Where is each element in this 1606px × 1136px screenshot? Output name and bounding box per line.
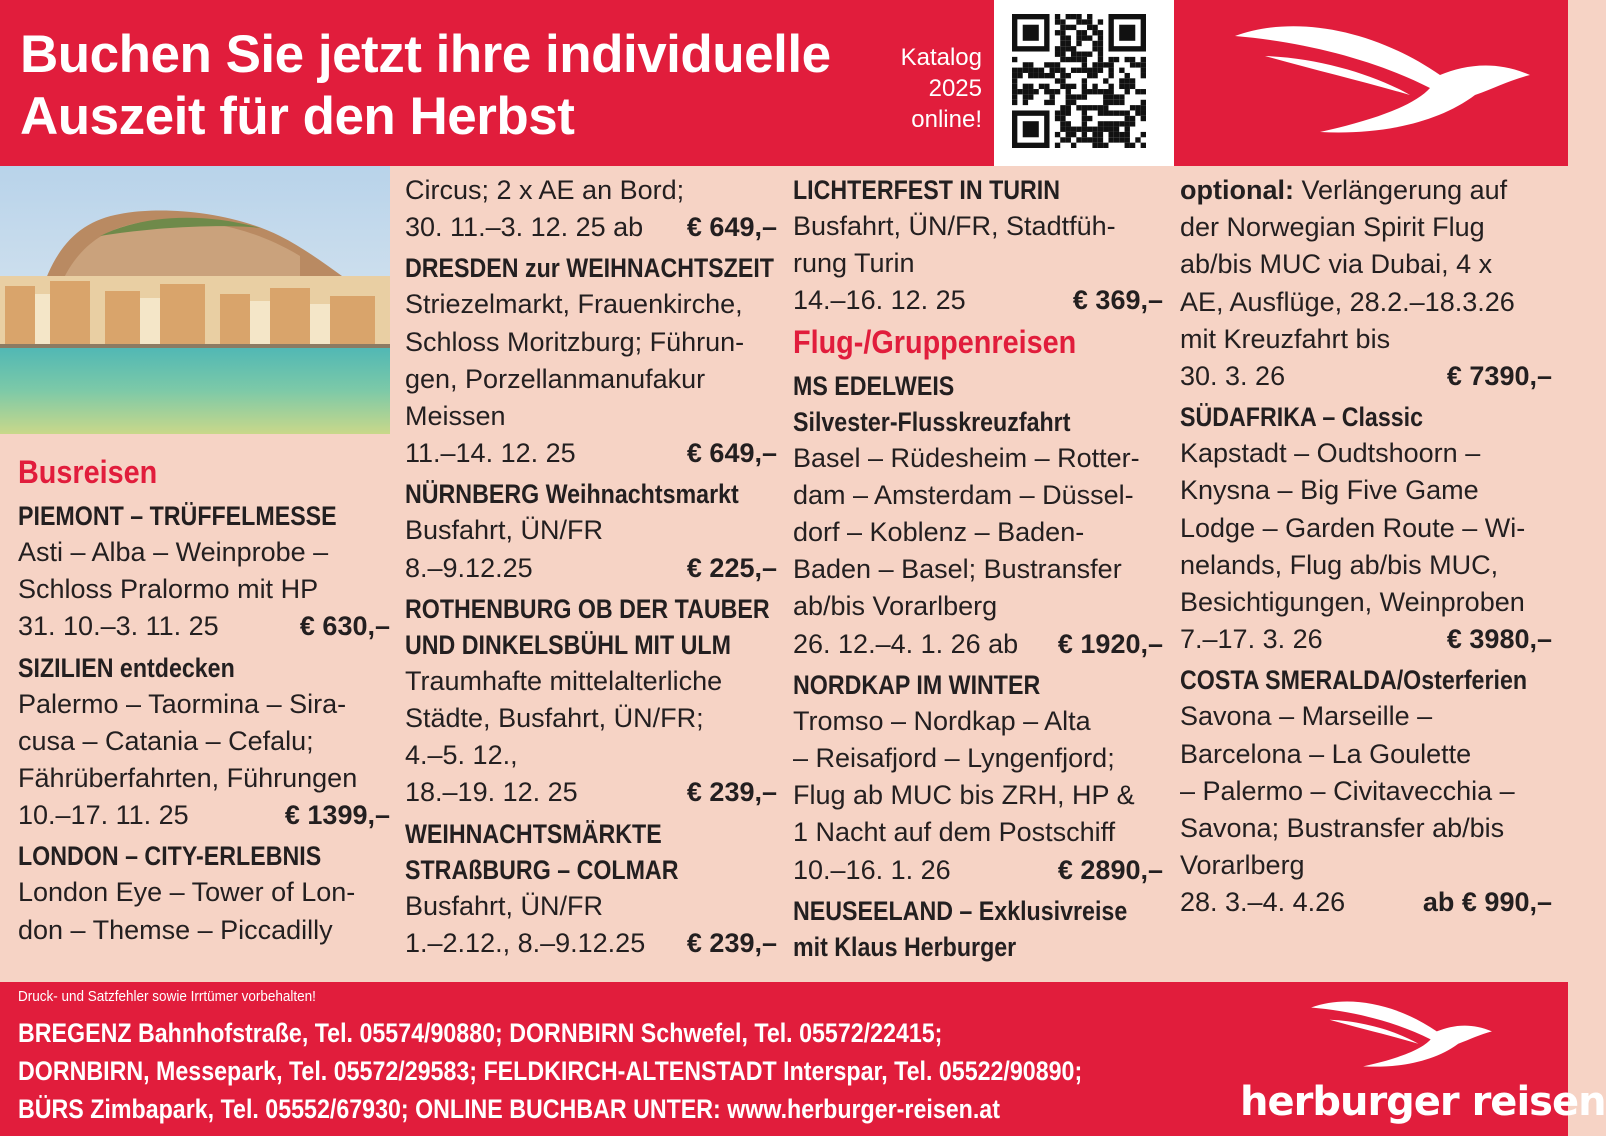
bird-logo-icon [1305, 992, 1495, 1077]
offer-title-main: NÜRNBERG [405, 479, 540, 510]
offer-lead-label: optional: [1180, 175, 1294, 205]
offer-price-row [405, 550, 777, 587]
offer-description: Asti – Alba – Weinprobe – Schloss Pralormo mit HP [18, 537, 329, 605]
offer-title-rest: zur WEIHNACHTSZEIT [518, 253, 774, 284]
offer-price-row [793, 282, 1163, 319]
offer-title-main: DRESDEN [405, 253, 519, 284]
offer-price-row [1180, 621, 1552, 658]
offer-title-main: SIZILIEN [18, 652, 114, 683]
branch-addresses [18, 1014, 1083, 1128]
disclaimer: Druck- und Satzfehler sowie Irrtümer vorbehalten! [18, 988, 316, 1005]
offer-title [405, 591, 770, 663]
offer-date: 10.–16. 1. 26 [793, 854, 951, 885]
offer-date: 28. 3.–4. 4.26 [1180, 887, 1346, 918]
offer-date: 14.–16. 12. 25 [793, 285, 966, 316]
brand-wordmark: herburger reisen [1240, 1079, 1606, 1125]
column-long-haul-trips [1180, 172, 1552, 922]
offer-title-line: mit Klaus Herburger [793, 931, 1017, 962]
address-line[interactable]: BÜRS Zimbapark, Tel. 05552/67930; ONLINE BUCHBAR UNTER: www.herburger-reisen.at [18, 1094, 1000, 1124]
offer-title-line: STRAßBURG – COLMAR [405, 854, 679, 885]
offer-title-line: WEIHNACHTSMÄRKTE [405, 818, 662, 849]
footer-banner [0, 982, 1606, 1136]
offer-date: 10.–17. 11. 25 [18, 800, 189, 831]
offer-date: 18.–19. 12. 25 [405, 777, 578, 808]
offer-title: NORDKAP IM WINTER [793, 669, 1041, 700]
headline-line-2: Auszeit für den Herbst [20, 87, 575, 146]
offer-price: € 239,– [686, 927, 777, 958]
offer-lead [1180, 172, 1552, 209]
qr-code[interactable] [994, 0, 1174, 166]
column-christmas-trips [405, 172, 777, 962]
offer-price: € 3980,– [1446, 624, 1552, 655]
offer-title-rest: Weihnachtsmarkt [539, 479, 739, 510]
offer-price-row [18, 797, 390, 834]
offer-date: 7.–17. 3. 26 [1180, 624, 1323, 655]
offer-price-row [405, 925, 777, 962]
offer-title: PIEMONT – TRÜFFELMESSE [18, 501, 337, 531]
offer-price-row [405, 435, 777, 472]
offer-price: € 2890,– [1057, 854, 1163, 885]
section-title-flug-gruppenreisen: Flug-/Gruppenreisen [793, 323, 1077, 360]
address-line: BREGENZ Bahnhofstraße, Tel. 05574/90880; DORNBIRN Schwefel, Tel. 05572/22415; [18, 1018, 943, 1048]
offer-price-row [793, 626, 1163, 663]
offer-price: € 630,– [299, 611, 390, 642]
offer-description: Tromso – Nordkap – Alta – Reisafjord – Lyngenfjord; Flug ab MUC bis ZRH, HP & 1 Nacht auf dem Postschiff [793, 705, 1135, 848]
offer-title-line: Silvester-Flusskreuzfahrt [793, 406, 1071, 437]
offer-description: der Norwegian Spirit Flug ab/bis MUC via Dubai, 4 x AE, Ausflüge, 28.2.–18.3.26 mit Kreuzfahrt bis [1180, 212, 1515, 354]
offer-title-rest: entdecken [113, 652, 235, 683]
offer-price-row [405, 774, 777, 811]
offer-date: 31. 10.–3. 11. 25 [18, 611, 219, 642]
offer-price-row [1180, 358, 1552, 395]
offer-price: ab € 990,– [1422, 887, 1552, 918]
offer-title [405, 250, 774, 286]
catalog-note [870, 42, 982, 135]
offer-description: Kapstadt – Oudtshoorn – Knysna – Big Five Game Lodge – Garden Route – Wi- nelands, Flug ab/bis MUC, Besichtigungen, Weinproben [1180, 438, 1526, 618]
offer-date: 30. 11.–3. 12. 25 ab [405, 212, 644, 243]
offer-description: Busfahrt, ÜN/FR, Stadtfüh- rung Turin [793, 211, 1116, 279]
offer-price: € 7390,– [1446, 361, 1552, 392]
offer-date: 30. 3. 26 [1180, 361, 1286, 392]
offer-price-row [405, 209, 777, 246]
header-banner [0, 0, 1568, 166]
offer-price-row [1180, 884, 1552, 921]
catalog-note-line: 2025 [928, 75, 982, 102]
offer-date: 1.–2.12., 8.–9.12.25 [405, 927, 646, 958]
section-title-busreisen: Busreisen [18, 454, 158, 490]
headline-line-1: Buchen Sie jetzt ihre individuelle [20, 25, 831, 84]
offer-title [793, 368, 1111, 440]
offer-price: € 1920,– [1057, 628, 1163, 659]
offer-title [793, 893, 1128, 965]
column-bus-trips [18, 450, 390, 949]
offer-description: Palermo – Taormina – Sira- cusa – Catania – Cefalu; Fährüberfahrten, Führungen [18, 688, 358, 794]
offer-description: London Eye – Tower of Lon- don – Themse – Piccadilly [18, 877, 356, 945]
column-flight-group-trips [793, 172, 1163, 965]
offer-title-line: MS EDELWEIS [793, 370, 955, 401]
catalog-note-line: Katalog [900, 44, 982, 71]
offer-title-line: ROTHENBURG OB DER TAUBER [405, 593, 770, 624]
offer-description: Savona – Marseille – Barcelona – La Goulette – Palermo – Civitavecchia – Savona; Bustransfer ab/bis Vorarlberg [1180, 701, 1515, 881]
offer-description: Busfahrt, ÜN/FR [405, 515, 604, 546]
offer-title [405, 476, 739, 512]
offer-price: € 1399,– [284, 800, 390, 831]
offer-title: COSTA SMERALDA/Osterferien [1180, 665, 1528, 696]
offer-description-continued: Circus; 2 x AE an Bord; [405, 175, 685, 205]
headline [20, 24, 880, 148]
offer-price-row [18, 608, 390, 645]
offer-date: 11.–14. 12. 25 [405, 438, 576, 469]
offer-title: LONDON – CITY-ERLEBNIS [18, 841, 322, 872]
offer-lead-text: Verlängerung auf [1293, 175, 1508, 205]
offer-description: Traumhafte mittelalterliche Städte, Busfahrt, ÜN/FR; 4.–5. 12., [405, 665, 723, 771]
offer-title [18, 650, 338, 686]
offer-price: € 649,– [686, 438, 777, 469]
qr-code-icon [1012, 14, 1146, 148]
offer-title [405, 816, 725, 888]
cefalu-photo [0, 166, 390, 434]
offer-title: LICHTERFEST IN TURIN [793, 175, 1061, 205]
offer-price: € 649,– [686, 212, 777, 243]
offer-title-line: NEUSEELAND – Exklusivreise [793, 895, 1128, 926]
offer-price: € 239,– [686, 777, 777, 808]
offer-price: € 225,– [686, 552, 777, 583]
offer-description: Busfahrt, ÜN/FR [405, 890, 604, 921]
offer-description: Striezelmarkt, Frauenkirche, Schloss Moritzburg; Führun- gen, Porzellanmanufakur Meissen [405, 289, 745, 432]
offer-date: 8.–9.12.25 [405, 552, 533, 583]
offer-description: Basel – Rüdesheim – Rotter- dam – Amsterdam – Düssel- dorf – Koblenz – Baden- Baden – Basel; Bustransfer ab/bis Vorarlberg [793, 442, 1140, 622]
offer-title: SÜDAFRIKA – Classic [1180, 402, 1424, 433]
catalog-note-line: online! [911, 106, 982, 133]
offer-date: 26. 12.–4. 1. 26 ab [793, 628, 1019, 659]
offer-price: € 369,– [1072, 285, 1163, 316]
address-line: DORNBIRN, Messepark, Tel. 05572/29583; FELDKIRCH-ALTENSTADT Interspar, Tel. 05522/90890; [18, 1056, 1083, 1086]
offer-title-line: UND DINKELSBÜHL MIT ULM [405, 629, 731, 660]
bird-logo-icon [1225, 20, 1535, 140]
offer-price-row [793, 852, 1163, 889]
